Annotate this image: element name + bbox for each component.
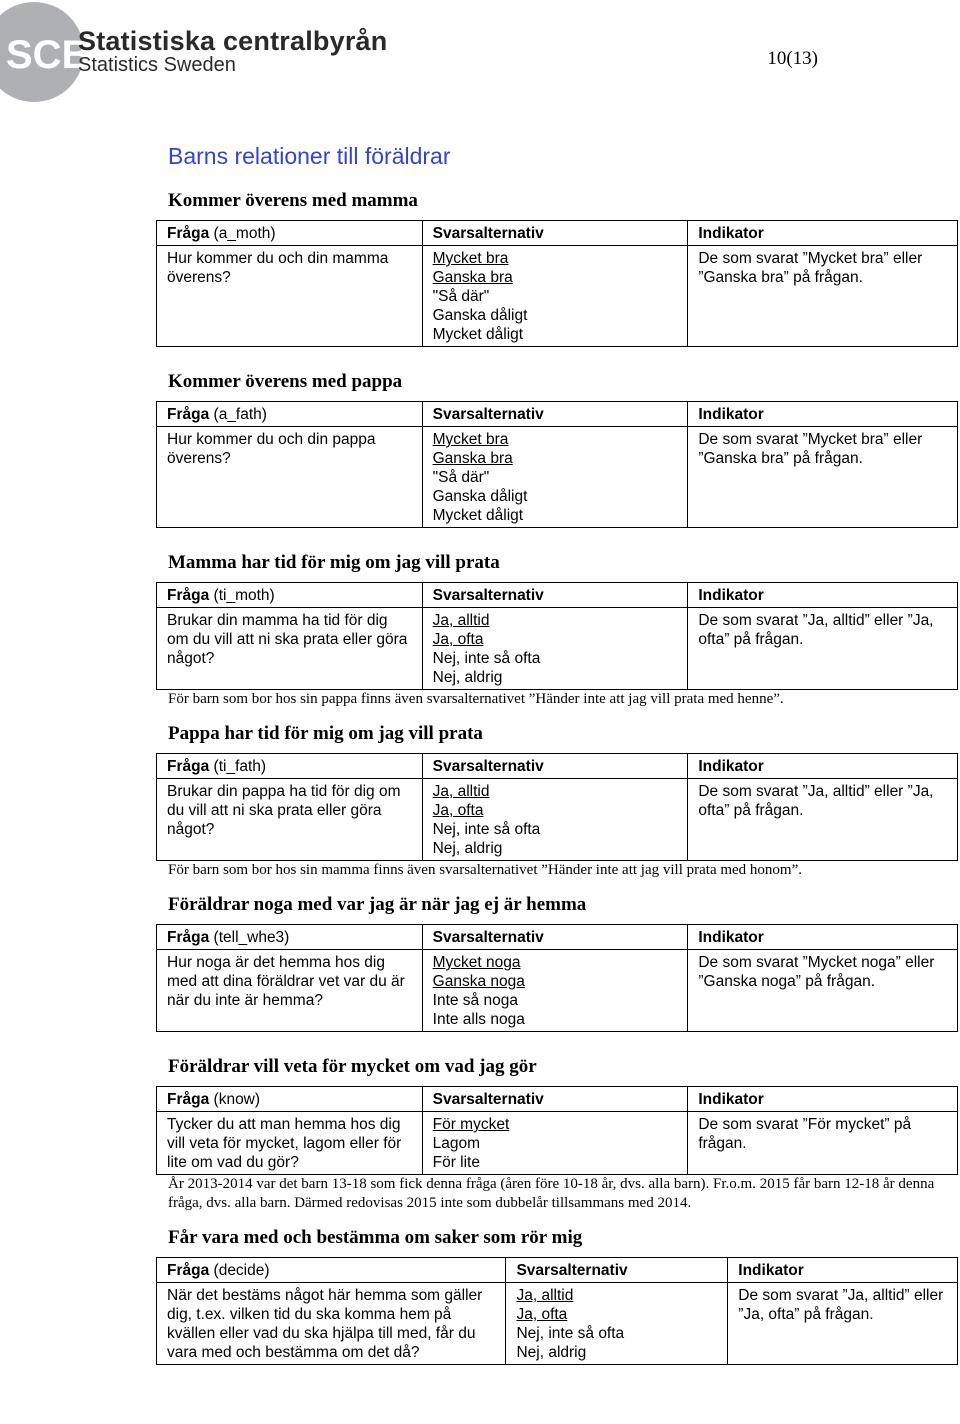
option: Ja, ofta (432, 631, 484, 648)
section-title: Får vara med och bestämma om saker som rör mig (168, 1227, 583, 1248)
col-options-header: Svarsalternativ (422, 754, 688, 779)
col-indicator-header: Indikator (688, 583, 958, 608)
question-table (156, 401, 958, 528)
col-options-header: Svarsalternativ (506, 1258, 728, 1283)
question-text: Hur kommer du och din mamma överens? (157, 246, 423, 347)
option: Lagom (432, 1135, 481, 1152)
question-text: När det bestäms något här hemma som gäller dig, t.ex. vilken tid du ska komma hem på kvällen eller vad du ska hjälpa till med, får du vara med och bestämma om det då? (157, 1283, 506, 1365)
table-header-row (157, 221, 958, 246)
section-title: Mamma har tid för mig om jag vill prata (168, 552, 500, 573)
section-title: Kommer överens med pappa (168, 371, 403, 392)
question-table (156, 582, 958, 690)
col-question-header: Fråga (a_fath) (157, 402, 423, 427)
question-table (156, 753, 958, 861)
question-text: Brukar din pappa ha tid för dig om du vill att ni ska prata eller göra något? (157, 779, 423, 861)
option: Ganska dåligt (432, 488, 528, 505)
section-title: Pappa har tid för mig om jag vill prata (168, 723, 483, 744)
answer-options (422, 950, 688, 1032)
table-row (157, 779, 958, 861)
question-text: Hur kommer du och din pappa överens? (157, 427, 423, 528)
question-table (156, 1086, 958, 1175)
question-text: Brukar din mamma ha tid för dig om du vill att ni ska prata eller göra något? (157, 608, 423, 690)
document-body (156, 140, 958, 1365)
option: Ganska dåligt (432, 307, 528, 324)
option: För lite (432, 1154, 480, 1171)
option: "Så där" (432, 288, 490, 305)
option: Nej, aldrig (432, 669, 503, 686)
col-options-header: Svarsalternativ (422, 925, 688, 950)
answer-options (506, 1283, 728, 1365)
col-options-header: Svarsalternativ (422, 402, 688, 427)
option: Nej, inte så ofta (432, 650, 541, 667)
option: För mycket (432, 1116, 510, 1133)
answer-options (422, 608, 688, 690)
col-indicator-header: Indikator (688, 221, 958, 246)
option: Inte så noga (432, 992, 518, 1009)
table-header-row (157, 754, 958, 779)
option: Mycket dåligt (432, 326, 524, 343)
question-table (156, 924, 958, 1032)
option: Ganska bra (432, 450, 513, 467)
col-question-header: Fråga (ti_moth) (157, 583, 423, 608)
indicator-text: De som svarat ”Ja, alltid” eller ”Ja, ofta” på frågan. (688, 608, 958, 690)
option: Mycket noga (432, 954, 521, 971)
col-indicator-header: Indikator (728, 1258, 958, 1283)
col-question-header: Fråga (tell_whe3) (157, 925, 423, 950)
section-title: Föräldrar noga med var jag är när jag ej är hemma (168, 894, 587, 915)
table-header-row (157, 1258, 958, 1283)
question-table (156, 220, 958, 347)
question-table (156, 1257, 958, 1365)
indicator-text: De som svarat ”Ja, alltid” eller ”Ja, ofta” på frågan. (728, 1283, 958, 1365)
option: "Så där" (432, 469, 490, 486)
option: Mycket bra (432, 431, 509, 448)
option: Ja, alltid (516, 1287, 574, 1304)
table-row (157, 608, 958, 690)
table-header-row (157, 402, 958, 427)
col-options-header: Svarsalternativ (422, 1087, 688, 1112)
indicator-text: De som svarat ”Mycket bra” eller ”Ganska bra” på frågan. (688, 427, 958, 528)
table-header-row (157, 583, 958, 608)
table-row (157, 1283, 958, 1365)
col-indicator-header: Indikator (688, 925, 958, 950)
indicator-text: De som svarat ”Mycket noga” eller ”Ganska noga” på frågan. (688, 950, 958, 1032)
col-question-header: Fråga (know) (157, 1087, 423, 1112)
indicator-text: De som svarat ”Mycket bra” eller ”Ganska bra” på frågan. (688, 246, 958, 347)
option: Nej, inte så ofta (432, 821, 541, 838)
answer-options (422, 427, 688, 528)
col-indicator-header: Indikator (688, 402, 958, 427)
answer-options (422, 1112, 688, 1175)
footnote: För barn som bor hos sin pappa finns även svarsalternativet ”Händer inte att jag vill prata med henne”. (168, 691, 784, 707)
option: Ja, ofta (516, 1306, 568, 1323)
section-title: Föräldrar vill veta för mycket om vad jag gör (168, 1056, 537, 1077)
indicator-text: De som svarat ”Ja, alltid” eller ”Ja, ofta” på frågan. (688, 779, 958, 861)
option: Mycket dåligt (432, 507, 524, 524)
answer-options (422, 779, 688, 861)
col-question-header: Fråga (decide) (157, 1258, 506, 1283)
option: Nej, aldrig (516, 1344, 587, 1361)
table-header-row (157, 1087, 958, 1112)
page-number: 10(13) (767, 48, 818, 69)
question-text: Tycker du att man hemma hos dig vill veta för mycket, lagom eller för lite om vad du gör? (157, 1112, 423, 1175)
logo-title: Statistiska centralbyrån (78, 26, 388, 56)
scb-logo (0, 0, 420, 110)
col-indicator-header: Indikator (688, 1087, 958, 1112)
option: Ganska bra (432, 269, 513, 286)
scb-logo-mark-icon (0, 0, 91, 110)
option: Ganska noga (432, 973, 525, 990)
option: Nej, aldrig (432, 840, 503, 857)
indicator-text: De som svarat ”För mycket” på frågan. (688, 1112, 958, 1175)
table-row (157, 950, 958, 1032)
footnote: För barn som bor hos sin mamma finns även svarsalternativet ”Händer inte att jag vill prata med honom”. (168, 862, 802, 878)
table-row (157, 1112, 958, 1175)
table-row (157, 246, 958, 347)
svg-text:SCB: SCB (6, 33, 91, 77)
answer-options (422, 246, 688, 347)
table-header-row (157, 925, 958, 950)
page-title: Barns relationer till föräldrar (168, 143, 451, 169)
col-indicator-header: Indikator (688, 754, 958, 779)
table-row (157, 427, 958, 528)
option: Ja, ofta (432, 802, 484, 819)
col-options-header: Svarsalternativ (422, 221, 688, 246)
section-title: Kommer överens med mamma (168, 190, 418, 211)
option: Ja, alltid (432, 612, 490, 629)
option: Ja, alltid (432, 783, 490, 800)
col-question-header: Fråga (a_moth) (157, 221, 423, 246)
option: Nej, inte så ofta (516, 1325, 625, 1342)
col-question-header: Fråga (ti_fath) (157, 754, 423, 779)
footnote: År 2013-2014 var det barn 13-18 som fick denna fråga (åren före 10-18 år, dvs. alla barn). Fr.o.m. 2015 får barn 12-18 år denna fråga, dvs. alla barn. Därmed redovisas 2015 inte som dubbelår tillsammans med 2014. (168, 1176, 935, 1211)
logo-subtitle: Statistics Sweden (78, 54, 236, 76)
option: Inte alls noga (432, 1011, 525, 1028)
col-options-header: Svarsalternativ (422, 583, 688, 608)
option: Mycket bra (432, 250, 509, 267)
question-text: Hur noga är det hemma hos dig med att dina föräldrar vet var du är när du inte är hemma? (157, 950, 423, 1032)
